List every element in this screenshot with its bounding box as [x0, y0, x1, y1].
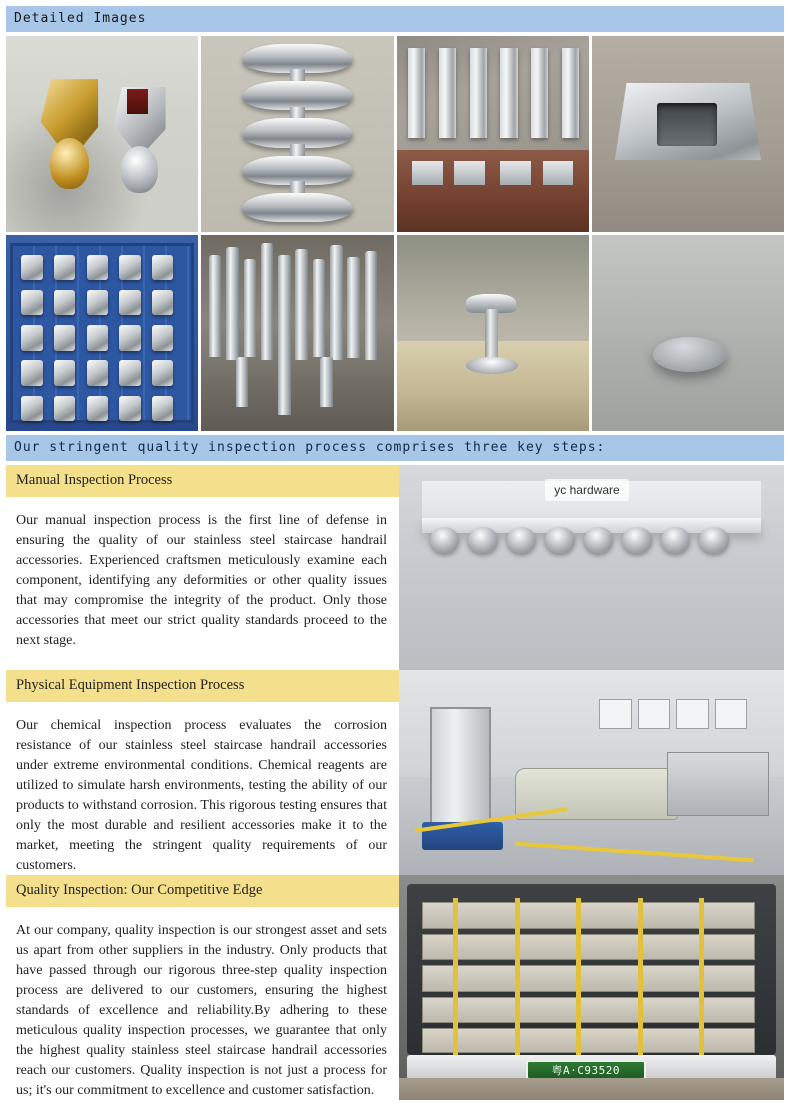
photo-surrogate [592, 235, 784, 431]
step-text-column [6, 670, 399, 875]
base-plate-shape [412, 161, 443, 185]
loaded-truck-photo[interactable] [399, 875, 784, 1100]
photo-surrogate [6, 235, 198, 431]
photo-surrogate [201, 235, 393, 431]
step-text-column [6, 465, 399, 670]
gallery-image-handrail-posts-group[interactable] [201, 235, 393, 431]
gallery-image-handrail-support-on-bench[interactable] [397, 235, 589, 431]
photo-surrogate [397, 36, 589, 232]
saddle-bracket-shape [242, 193, 354, 222]
base-plate-shape [500, 161, 531, 185]
gallery-image-parts-in-blue-tray[interactable] [6, 235, 198, 431]
detailed-images-header: Detailed Images [6, 6, 784, 32]
testing-laboratory-photo[interactable] [399, 670, 784, 875]
manual-inspection-photo[interactable] [399, 465, 784, 670]
quality-steps [6, 465, 784, 1100]
tensile-testing-machine-shape [430, 707, 492, 834]
red-accent-shape [127, 89, 148, 114]
cabinet-shape [667, 752, 769, 816]
spigot-shape [408, 48, 425, 138]
photo-surrogate [399, 875, 784, 1100]
step-title: Manual Inspection Process [6, 465, 399, 497]
base-plate-shape [454, 161, 485, 185]
ground-shape [399, 1078, 784, 1101]
silver-bracket-base-shape [121, 146, 158, 193]
photo-surrogate [399, 670, 784, 875]
step-title: Physical Equipment Inspection Process [6, 670, 399, 702]
step-title: Quality Inspection: Our Competitive Edge [6, 875, 399, 907]
gallery-image-square-base-cover-plate[interactable] [592, 36, 784, 232]
photo-surrogate [201, 36, 393, 232]
quality-step-manual-inspection [6, 465, 784, 670]
quality-step-competitive-edge [6, 875, 784, 1100]
step-body: At our company, quality inspection is our strongest asset and sets us apart from other suppliers in the industry. Only products that have passed through our rigorous three-step quality inspection process are delivered to our customers, ensuring the highest standards of excellence and reliability.By adhering to these meticulous quality inspection processes, we guarantee that only the highest quality stainless steel staircase handrail accessories reach our customers. Quality inspection is not just a process for us; it's our commitment to excellence and customer satisfaction. [16, 923, 387, 1099]
support-base-shape [466, 357, 518, 375]
step-body: Our chemical inspection process evaluates the corrosion resistance of our stainless steel staircase handrail accessories under extreme environmental conditions. Chemical reagents are utilized to simulate harsh environments, testing the ability of our products to withstand corrosion. This rigorous testing ensures that only the most durable and resilient accessories make it to the market, meeting the stringent quality requirements of our customers. [16, 718, 387, 874]
base-plate-shape [543, 161, 574, 185]
photo-surrogate [592, 36, 784, 232]
gold-bracket-base-shape [50, 138, 88, 189]
gallery-image-glass-clamp-spigots-production[interactable] [397, 36, 589, 232]
watermark-label: yc hardware [545, 479, 628, 501]
step-body: Our manual inspection process is the first line of defense in ensuring the quality of our stainless steel staircase handrail accessories. Experienced craftsmen meticulously examine each component, identifying any deformities or other quality issues that may compromise the integrity of the product. Only those accessories that meet our strict quality standards proceed to the next stage. [16, 513, 387, 649]
photo-surrogate [6, 36, 198, 232]
spigot-shape [470, 48, 487, 138]
support-stem-shape [485, 309, 498, 360]
gallery-image-round-end-cap-disc[interactable] [592, 235, 784, 431]
end-cap-disc-shape [653, 337, 726, 372]
quality-process-header: Our stringent quality inspection process comprises three key steps: [6, 435, 784, 461]
step-text-column [6, 875, 399, 1100]
photo-surrogate [397, 235, 589, 431]
spigot-shape [500, 48, 517, 138]
photo-surrogate [399, 465, 784, 670]
license-plate: 粤A·C93520 [526, 1060, 646, 1081]
detailed-images-grid [6, 36, 784, 431]
gallery-image-polished-handrail-saddle-brackets[interactable] [201, 36, 393, 232]
gallery-image-gold-and-silver-handrail-brackets[interactable] [6, 36, 198, 232]
quality-step-equipment-inspection [6, 670, 784, 875]
spigot-shape [531, 48, 548, 138]
spigot-shape [562, 48, 579, 138]
spigot-shape [439, 48, 456, 138]
cover-plate-opening-shape [657, 103, 717, 146]
